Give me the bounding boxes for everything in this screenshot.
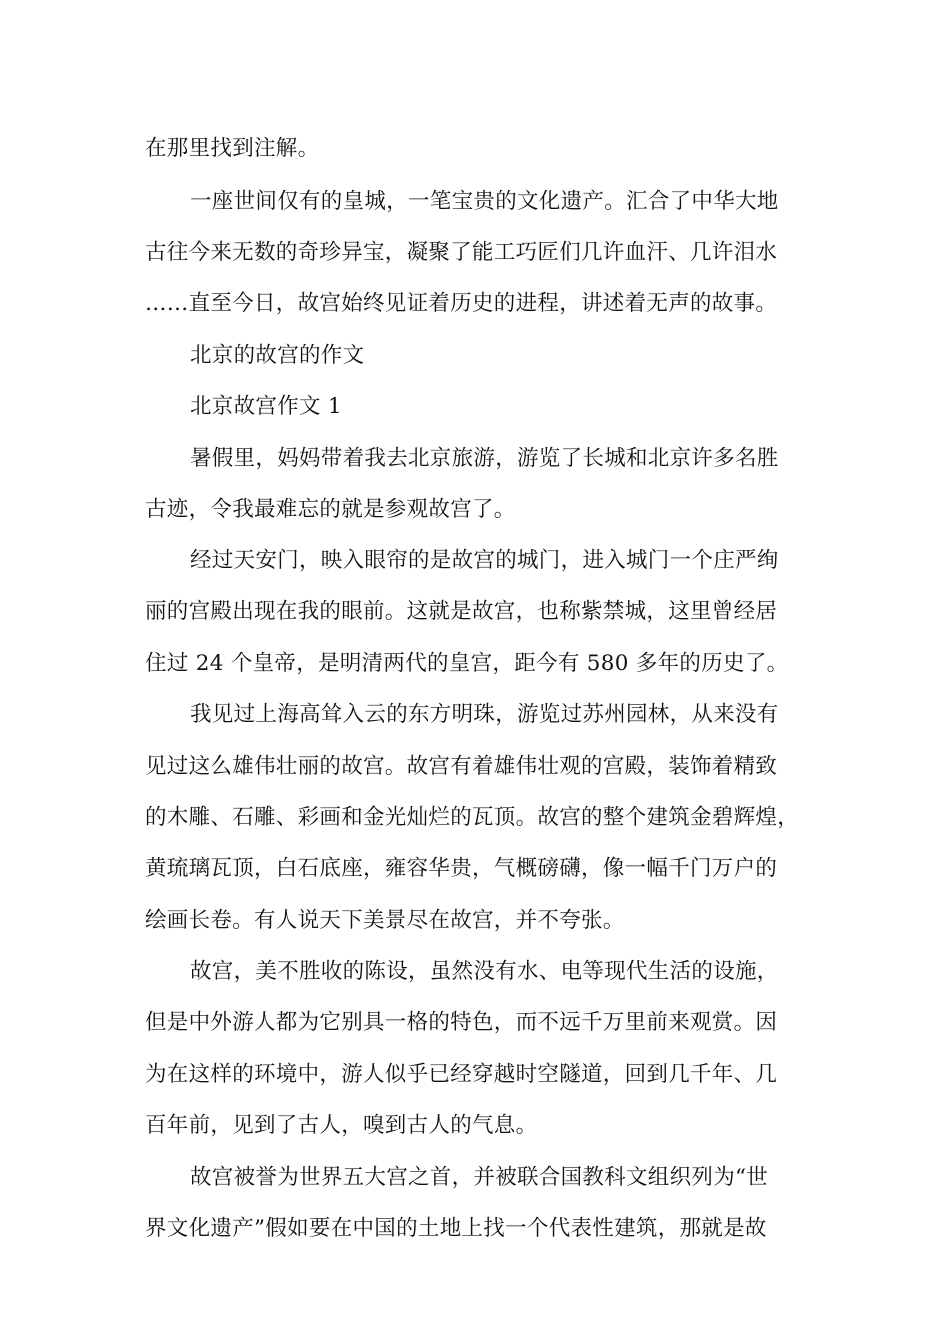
essay-title: 北京故宫作文 1 [190,394,342,419]
text-line: 为在这样的环境中，游人似乎已经穿越时空隧道，回到几千年、几 [145,1062,778,1087]
text-line: 百年前，见到了古人，嗅到古人的气息。 [145,1113,538,1138]
text-line: 黄琉璃瓦顶，白石底座，雍容华贵，气概磅礴，像一幅千门万户的 [145,856,778,881]
paragraph-line: 故宫，美不胜收的陈设，虽然没有水、电等现代生活的设施， [190,959,779,984]
paragraph-line: 我见过上海高耸入云的东方明珠，游览过苏州园林，从来没有 [190,702,779,727]
text-line: 古迹，令我最难忘的就是参观故宫了。 [145,497,516,522]
text-line: 丽的宫殿出现在我的眼前。这就是故宫，也称紫禁城，这里曾经居 [145,599,778,624]
section-title: 北京的故宫的作文 [190,343,365,368]
text-line: ……直至今日，故宫始终见证着历史的进程，讲述着无声的故事。 [145,291,778,316]
text-line: 住过 24 个皇帝，是明清两代的皇宫，距今有 580 多年的历史了。 [145,651,789,676]
text-line: 见过这么雄伟壮丽的故宫。故宫有着雄伟壮观的宫殿，装饰着精致 [145,754,778,779]
paragraph-line: 经过天安门，映入眼帘的是故宫的城门，进入城门一个庄严绚 [190,548,779,573]
text-line: 但是中外游人都为它别具一格的特色，而不远千万里前来观赏。因 [145,1010,778,1035]
text-line: 的木雕、石雕、彩画和金光灿烂的瓦顶。故宫的整个建筑金碧辉煌， [145,805,800,830]
text-line: 绘画长卷。有人说天下美景尽在故宫，并不夸张。 [145,908,625,933]
paragraph-line: 一座世间仅有的皇城，一笔宝贵的文化遗产。汇合了中华大地 [190,189,779,214]
text-line: 在那里找到注解。 [145,136,320,161]
paragraph-line: 故宫被誉为世界五大宫之首，并被联合国教科文组织列为“世 [190,1165,769,1190]
paragraph-line: 暑假里，妈妈带着我去北京旅游，游览了长城和北京许多名胜 [190,446,779,471]
text-line: 界文化遗产”假如要在中国的土地上找一个代表性建筑，那就是故 [145,1216,767,1241]
text-line: 古往今来无数的奇珍异宝，凝聚了能工巧匠们几许血汗、几许泪水 [145,240,778,265]
